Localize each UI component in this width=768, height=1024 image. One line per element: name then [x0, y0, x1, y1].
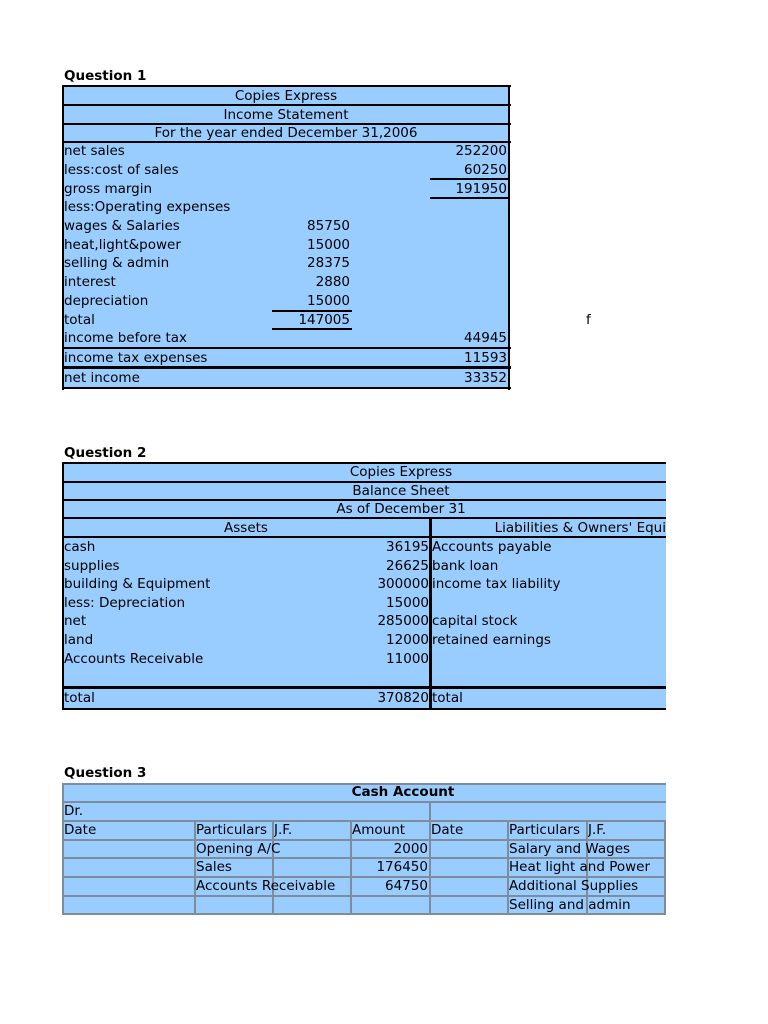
asset-value: 300000: [377, 576, 429, 592]
debit-particulars: Opening A/C: [196, 841, 281, 857]
question-2-label: Question 2: [64, 445, 147, 461]
liability-label: income tax liability: [432, 576, 561, 592]
row-label: gross margin: [64, 181, 153, 197]
header-particulars: Particulars: [196, 822, 267, 838]
row-right-value: 44945: [464, 330, 507, 346]
row-label: income before tax: [64, 330, 188, 346]
total-liabilities-label: total: [432, 690, 463, 706]
row-mid-value: 2880: [315, 274, 350, 290]
asset-label: land: [64, 632, 94, 648]
header-jf: J.F.: [274, 822, 293, 838]
row-mid-value: 28375: [307, 255, 350, 271]
total-assets-label: total: [64, 690, 95, 706]
row-label: net income: [64, 370, 140, 386]
row-label: less:Operating expenses: [64, 199, 231, 215]
header-date-credit: Date: [431, 822, 464, 838]
credit-particulars: Heat light and Power: [509, 859, 651, 875]
row-right-value: 33352: [464, 370, 507, 386]
header-date: Date: [64, 822, 97, 838]
credit-particulars: Selling and admin: [509, 897, 631, 913]
row-mid-value: 15000: [307, 293, 350, 309]
row-right-value: 191950: [455, 181, 507, 197]
cash-account-title: Cash Account: [351, 784, 455, 800]
asset-value: 36195: [386, 539, 429, 555]
debit-particulars: Sales: [196, 859, 232, 875]
statement-date: As of December 31: [336, 501, 466, 517]
row-mid-value: 147005: [298, 312, 350, 328]
question-3-label: Question 3: [64, 765, 147, 781]
debit-amount: 2000: [393, 841, 428, 857]
asset-value: 12000: [386, 632, 429, 648]
subtotal-underline: [430, 197, 508, 199]
header-amount: Amount: [352, 822, 406, 838]
row-right-value: 252200: [455, 143, 507, 159]
company-name: Copies Express: [234, 88, 338, 104]
row-label: heat,light&power: [64, 237, 181, 253]
asset-label: less: Depreciation: [64, 595, 186, 611]
asset-value: 15000: [386, 595, 429, 611]
asset-label: cash: [64, 539, 96, 555]
stray-cell-text: f: [586, 312, 591, 328]
assets-header: Assets: [224, 520, 268, 536]
asset-label: building & Equipment: [64, 576, 211, 592]
debit-amount: 176450: [376, 859, 428, 875]
row-label: less:cost of sales: [64, 162, 179, 178]
row-label: income tax expenses: [64, 350, 208, 366]
liabilities-header: Liabilities & Owners' Equi: [494, 520, 666, 536]
liability-label: Accounts payable: [432, 539, 552, 555]
row-right-value: 60250: [464, 162, 507, 178]
statement-period: For the year ended December 31,2006: [154, 125, 418, 141]
asset-value: 11000: [386, 651, 429, 667]
credit-particulars: Salary and Wages: [509, 841, 631, 857]
header-particulars-credit: Particulars: [509, 822, 580, 838]
asset-value: 285000: [377, 613, 429, 629]
row-label: depreciation: [64, 293, 149, 309]
statement-title: Income Statement: [223, 107, 349, 123]
row-label: interest: [64, 274, 116, 290]
asset-label: net: [64, 613, 87, 629]
debit-amount: 64750: [385, 878, 428, 894]
row-label: total: [64, 312, 95, 328]
debit-particulars: Accounts Receivable: [196, 878, 336, 894]
total-underline: [272, 328, 352, 330]
row-mid-value: 15000: [307, 237, 350, 253]
statement-title: Balance Sheet: [352, 483, 450, 499]
row-right-value: 11593: [464, 350, 507, 366]
total-assets-value: 370820: [377, 690, 429, 706]
header-jf-credit: J.F.: [588, 822, 607, 838]
asset-value: 26625: [386, 558, 429, 574]
credit-particulars: Additional Supplies: [509, 878, 639, 894]
row-mid-value: 85750: [307, 218, 350, 234]
liability-label: bank loan: [432, 558, 499, 574]
debit-label: Dr.: [64, 803, 83, 819]
row-label: wages & Salaries: [64, 218, 180, 234]
company-name: Copies Express: [349, 464, 453, 480]
row-label: net sales: [64, 143, 125, 159]
row-label: selling & admin: [64, 255, 170, 271]
question-1-label: Question 1: [64, 68, 147, 84]
asset-label: supplies: [64, 558, 120, 574]
liability-label: capital stock: [432, 613, 518, 629]
asset-label: Accounts Receivable: [64, 651, 204, 667]
liability-label: retained earnings: [432, 632, 551, 648]
